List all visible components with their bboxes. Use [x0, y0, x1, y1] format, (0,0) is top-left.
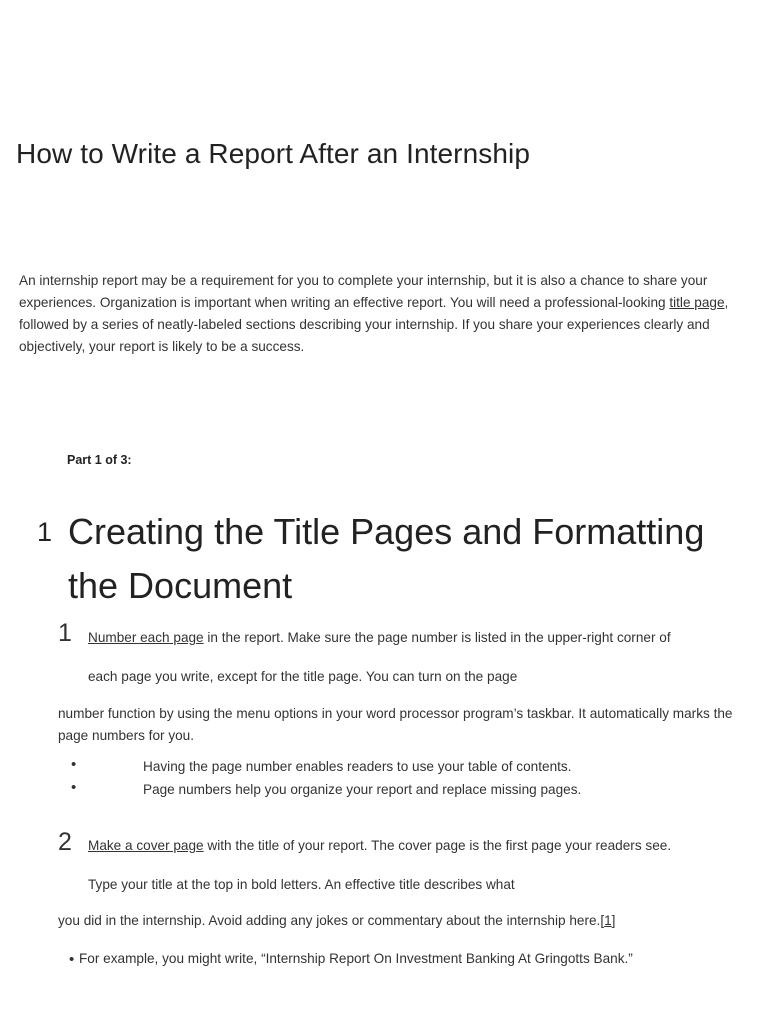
- document-title: How to Write a Report After an Internship: [16, 138, 531, 169]
- step-1-first-line: [88, 630, 671, 645]
- intro-text-2: , followed by a series of neatly-labeled sections describing your internship. If you share your experiences clearly and objectively, your report is likely to be a success.: [19, 295, 729, 354]
- step-2-indent-line: Type your title at the top in bold letters. An effective title describes what: [88, 877, 515, 892]
- reference-close-bracket: ]: [611, 913, 616, 928]
- step-2-number: 2: [58, 828, 72, 856]
- step-1-number: 1: [58, 619, 72, 647]
- bullet-dot: •: [71, 756, 77, 773]
- title-page-link[interactable]: title page: [669, 295, 725, 310]
- step-2-body: [58, 910, 748, 932]
- step-1-bullet-2: Page numbers help you organize your report and replace missing pages.: [143, 782, 582, 797]
- part-label: Part 1 of 3:: [67, 453, 132, 467]
- section-title: Creating the Title Pages and Formatting the Document: [68, 511, 705, 606]
- step-1-body: number function by using the menu options in your word processor program’s taskbar. It automatically marks the page numbers for you.: [58, 706, 733, 743]
- step-1-indent-line: each page you write, except for the title page. You can turn on the page: [88, 669, 518, 684]
- make-a-cover-page-link[interactable]: Make a cover page: [88, 838, 204, 853]
- step-2-body-text: you did in the internship. Avoid adding any jokes or commentary about the internship here.: [58, 913, 601, 928]
- step-1-bullet-1: Having the page number enables readers to use your table of contents.: [143, 759, 572, 774]
- bullet-dot: •: [71, 779, 77, 796]
- number-each-page-link[interactable]: Number each page: [88, 630, 204, 645]
- step-2-first-line: [88, 838, 671, 853]
- step-1-first-text: in the report. Make sure the page number is listed in the upper-right corner of: [203, 630, 671, 645]
- intro-paragraph: [19, 270, 754, 358]
- section-number: 1: [37, 517, 53, 547]
- reference-link-1[interactable]: 1: [604, 913, 612, 928]
- intro-text-1: An internship report may be a requirement for you to complete your internship, but it is also a chance to share your experiences. Organization is important when writing an effective report. You will need a professional-looking: [19, 273, 708, 310]
- reference-open-bracket: [: [600, 913, 605, 928]
- bullet-dot: •: [69, 951, 75, 968]
- step-2-first-text: with the title of your report. The cover page is the first page your readers see.: [203, 838, 672, 853]
- step-2-bullet-1: For example, you might write, “Internship Report On Investment Banking At Gringotts Bank.”: [79, 951, 633, 966]
